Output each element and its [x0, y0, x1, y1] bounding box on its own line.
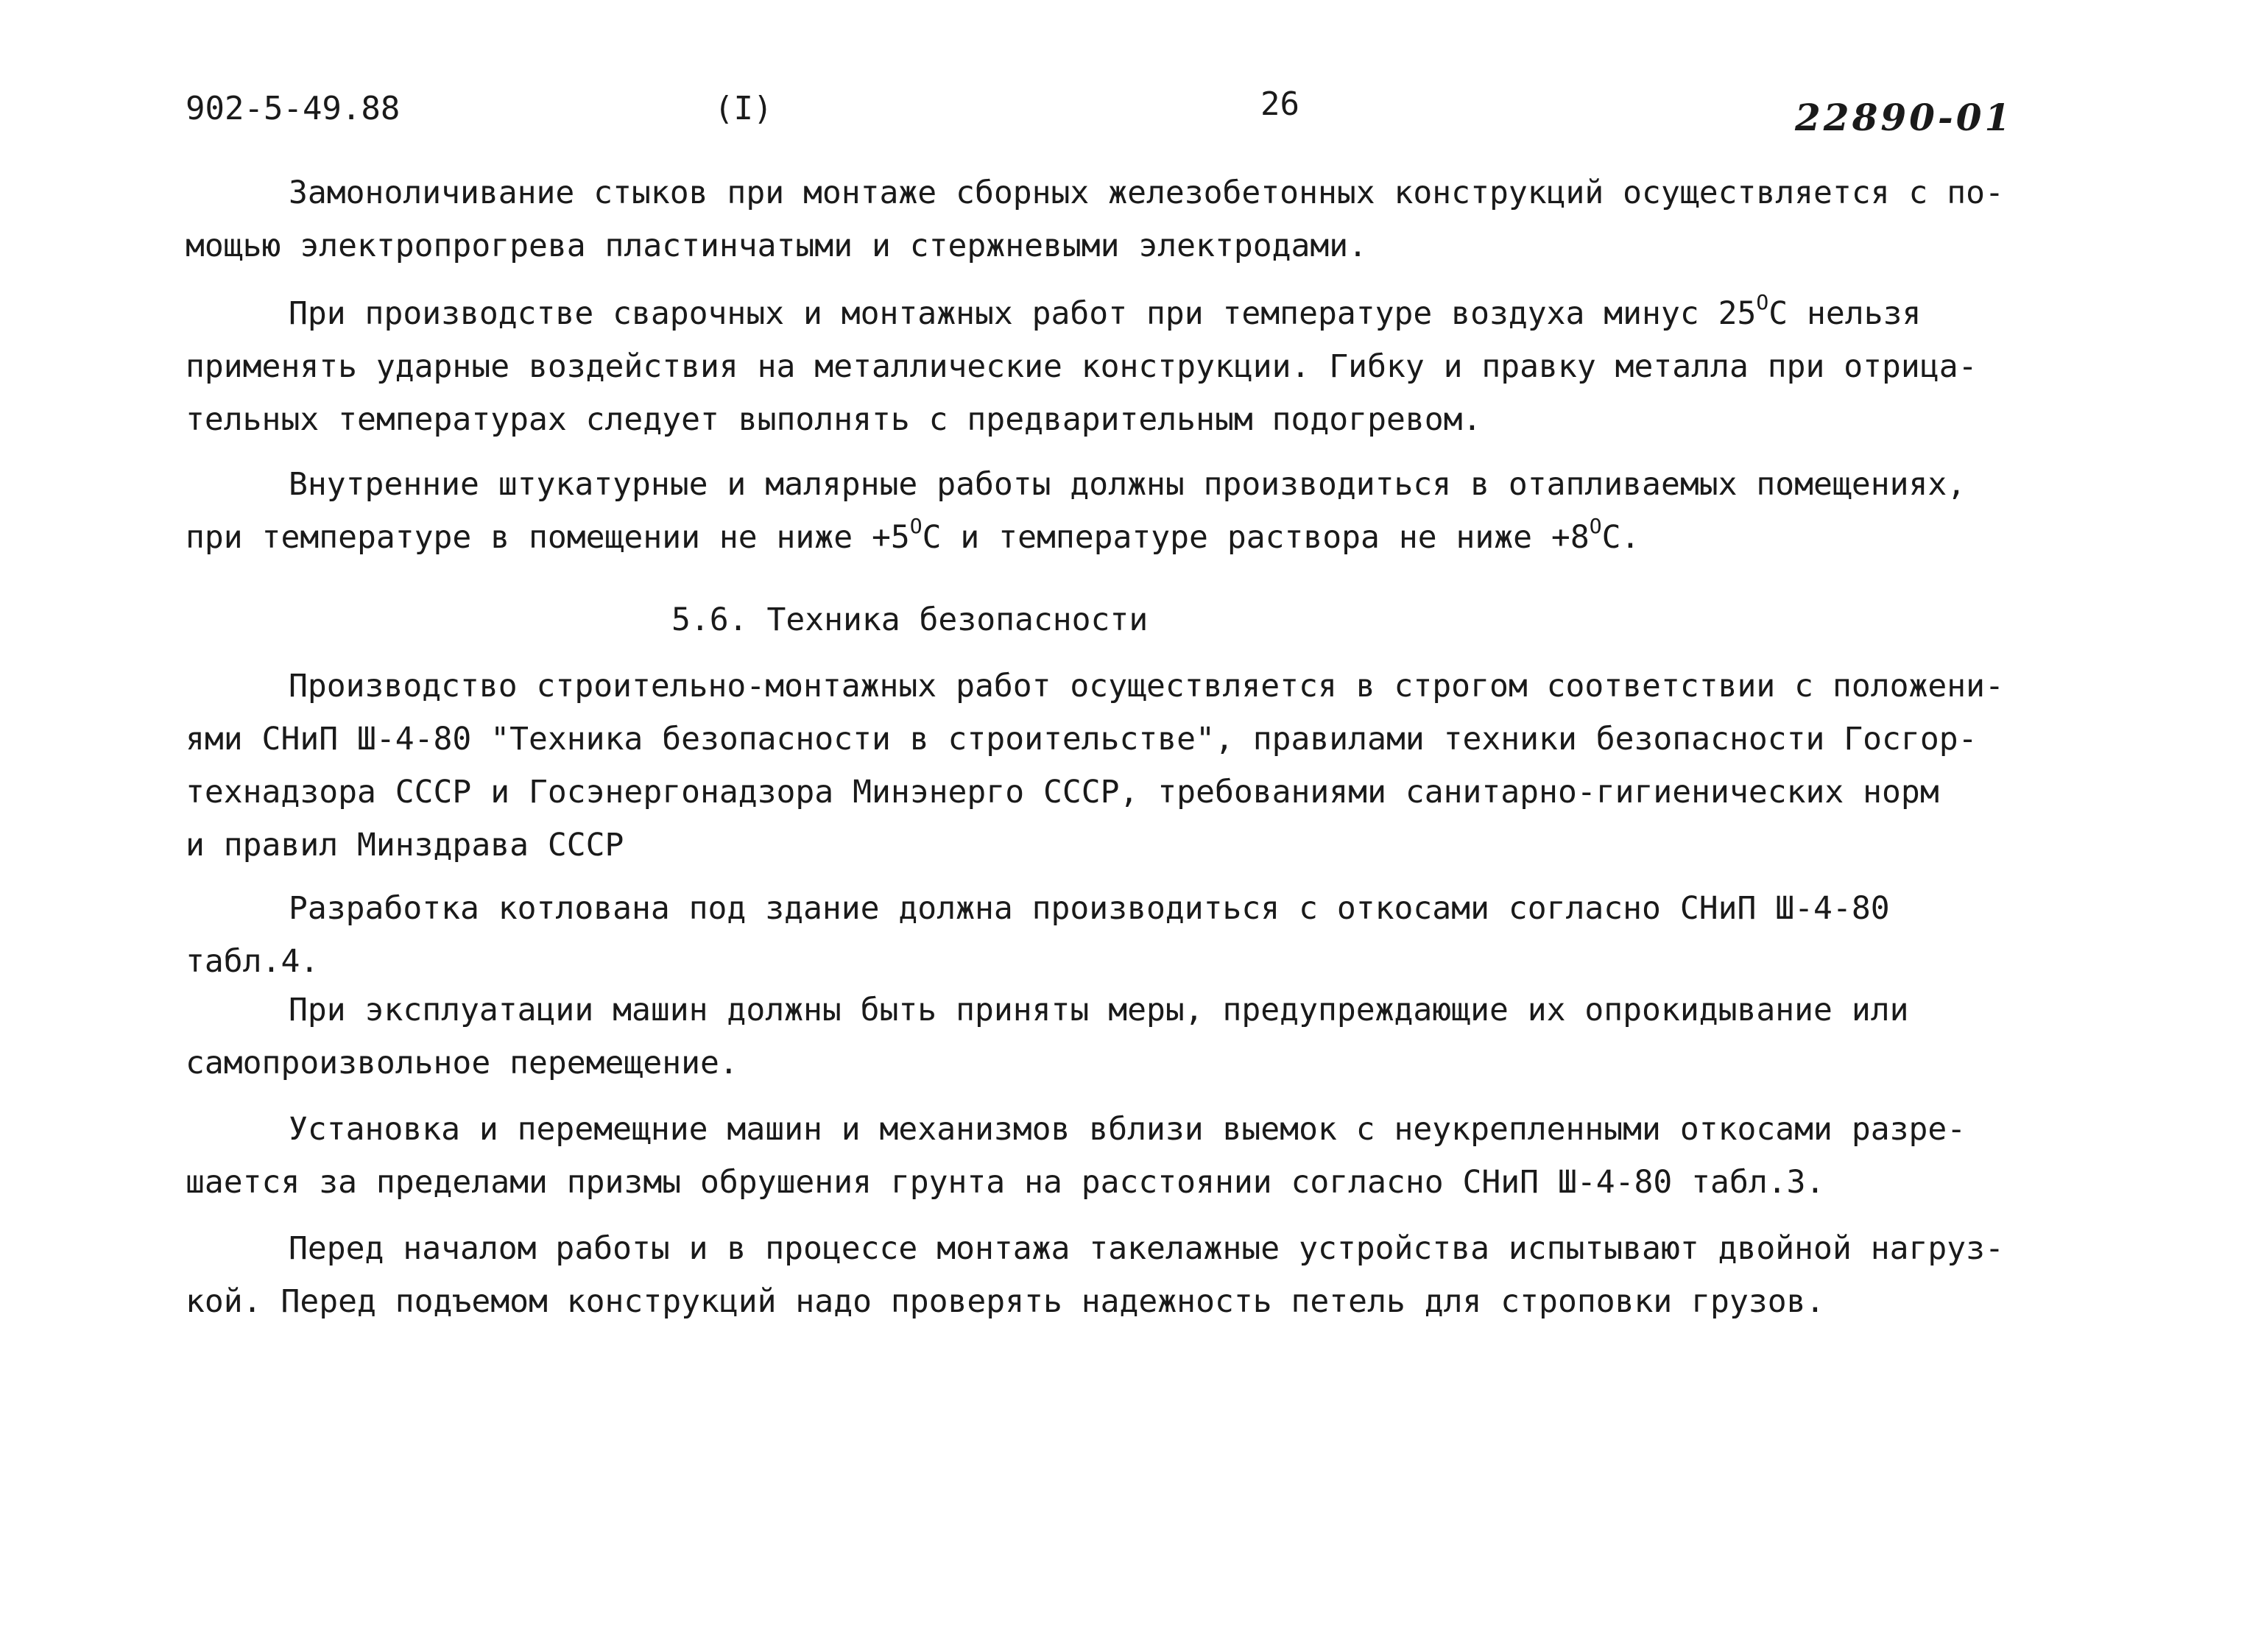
paragraph-rigging-tests [186, 1222, 2129, 1328]
text-fragment: С и температуре раствора не ниже +8 [922, 519, 1590, 556]
text-line: ями СНиП Ш-4-80 "Техника безопасности в строительстве", правилами техники безопасности Госгор- [186, 721, 1978, 758]
text-fragment: При производстве сварочных и монтажных работ при температуре воздуха минус 25 [289, 295, 1757, 332]
paragraph-excavation [186, 882, 2129, 988]
paragraph-joint-grouting [186, 166, 2129, 272]
text-line: Установка и перемещние машин и механизмов вблизи выемок с неукрепленными откосами разре- [289, 1111, 1967, 1148]
text-line [186, 287, 2129, 340]
section-heading: 5.6. Техника безопасности [671, 601, 1149, 638]
text-line: применять ударные воздействия на металлические конструкции. Гибку и правку металла при отрица- [186, 348, 1978, 385]
text-line: Внутренние штукатурные и малярные работы должны производиться в отапливаемых помещениях, [289, 466, 1967, 503]
paragraph-safety-regulations [186, 660, 2129, 872]
degree-superscript: О [909, 514, 923, 538]
text-line: При эксплуатации машин должны быть приняты меры, предупреждающие их опрокидывание или [289, 992, 1909, 1028]
text-line: Разработка котлована под здание должна производиться с откосами согласно СНиП Ш-4-80 [289, 890, 1890, 927]
text-line: табл.4. [186, 943, 320, 980]
degree-superscript: О [1589, 514, 1602, 538]
text-line: Производство строительно-монтажных работ осуществляется в строгом соответствии с положени- [289, 668, 2004, 705]
paragraph-machine-operation [186, 984, 2129, 1090]
paragraph-machine-placement [186, 1103, 2129, 1209]
text-line: самопроизвольное перемещение. [186, 1045, 738, 1081]
text-line: тельных температурах следует выполнять с предварительным подогревом. [186, 401, 1482, 438]
text-line: технадзора СССР и Госэнергонадзора Минэнерго СССР, требованиями санитарно-гигиенических норм [186, 774, 1939, 811]
page-number: 26 [1260, 85, 1299, 123]
text-line: мощью электропрогрева пластинчатыми и стержневыми электродами. [186, 227, 1368, 264]
text-line: и правил Минздрава СССР [186, 827, 624, 864]
document-code: 902-5-49.88 [186, 90, 401, 127]
text-line: Замоноличивание стыков при монтаже сборных железобетонных конструкций осуществляется с по- [289, 174, 2004, 211]
text-fragment: С. [1601, 519, 1640, 556]
text-fragment: при температуре в помещении не ниже +5 [186, 519, 910, 556]
text-line: кой. Перед подъемом конструкций надо проверять надежность петель для строповки грузов. [186, 1283, 1825, 1320]
paragraph-welding-temperature [186, 287, 2129, 446]
text-fragment: С нельзя [1768, 295, 1922, 332]
text-line: шается за пределами призмы обрушения грунта на расстоянии согласно СНиП Ш-4-80 табл.3. [186, 1164, 1825, 1201]
paragraph-plastering [186, 458, 2129, 564]
degree-superscript: О [1756, 290, 1769, 314]
inventory-number: 22890-01 [1795, 96, 2014, 139]
text-line [186, 511, 2129, 564]
sheet-marker: (I) [714, 90, 773, 127]
text-line: Перед началом работы и в процессе монтажа такелажные устройства испытывают двойной нагруз- [289, 1230, 2004, 1267]
